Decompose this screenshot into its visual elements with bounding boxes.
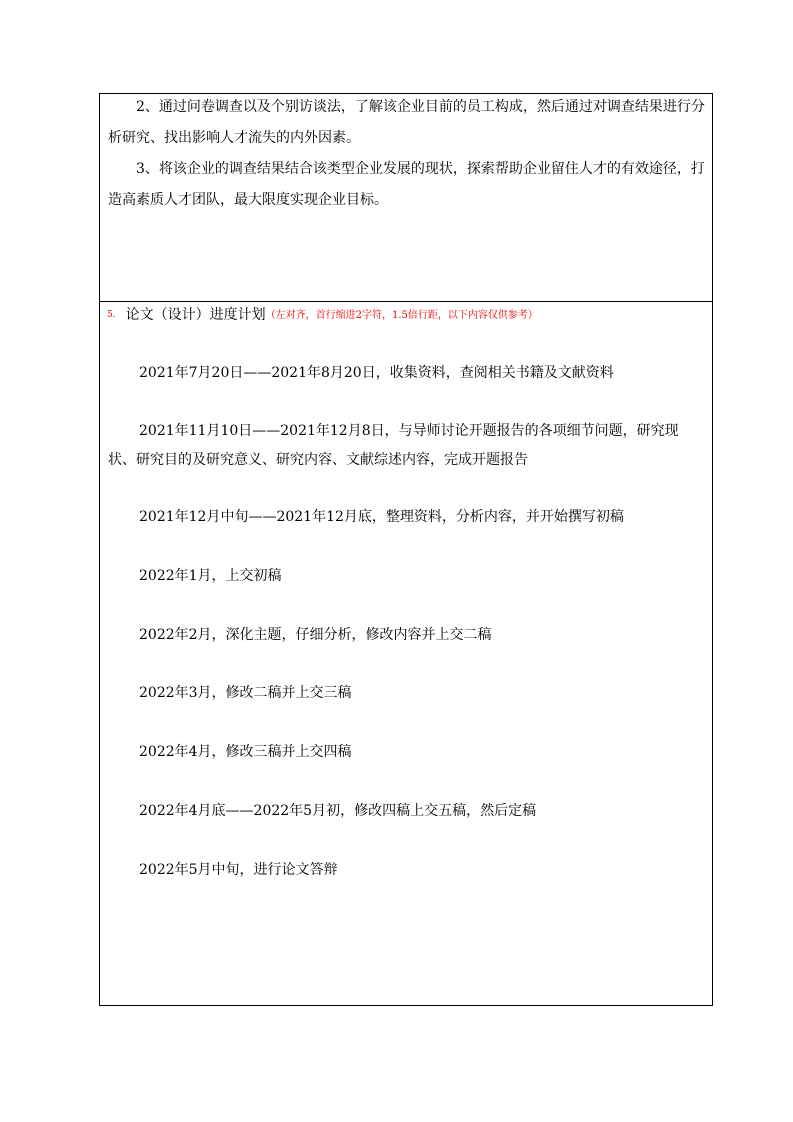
section-number: 5. xyxy=(107,310,116,320)
plan-item: 2021年12月中旬——2021年12月底，整理资料，分析内容，并开始撰写初稿 xyxy=(139,509,624,525)
plan-item: 2022年1月，上交初稿 xyxy=(139,568,282,584)
plan-item: 2022年4月，修改三稿并上交四稿 xyxy=(139,744,352,760)
plan-item: 2022年4月底——2022年5月初，修改四稿上交五稿，然后定稿 xyxy=(139,803,537,819)
formatting-note: （左对齐，首行缩进2字符，1.5倍行距，以下内容仅供参考） xyxy=(265,310,538,321)
section-heading xyxy=(107,305,538,326)
plan-item: 2022年2月，深化主题，仔细分析，修改内容并上交二稿 xyxy=(139,627,492,643)
research-methods-cell xyxy=(100,94,712,302)
schedule-cell xyxy=(100,302,712,1006)
form-table xyxy=(99,93,713,1006)
plan-item: 2022年3月，修改二稿并上交三稿 xyxy=(139,685,352,701)
method-paragraph-2: 2、通过问卷调查以及个别访谈法，了解该企业目前的员工构成，然后通过对调查结果进行分析研究、找出影响人才流失的内外因素。 xyxy=(108,99,705,146)
plan-item: 2021年11月10日——2021年12月8日，与导师讨论开题报告的各项细节问题，研究现状、研究目的及研究意义、研究内容、文献综述内容，完成开题报告 xyxy=(108,423,679,468)
plan-item: 2022年5月中旬，进行论文答辩 xyxy=(139,862,338,878)
section-title: 论文（设计）进度计划 xyxy=(125,307,266,323)
method-paragraph-3: 3、将该企业的调查结果结合该类型企业发展的现状，探索帮助企业留住人才的有效途径，打造高素质人才团队，最大限度实现企业目标。 xyxy=(108,161,705,208)
plan-item: 2021年7月20日——2021年8月20日，收集资料，查阅相关书籍及文献资料 xyxy=(139,365,614,381)
